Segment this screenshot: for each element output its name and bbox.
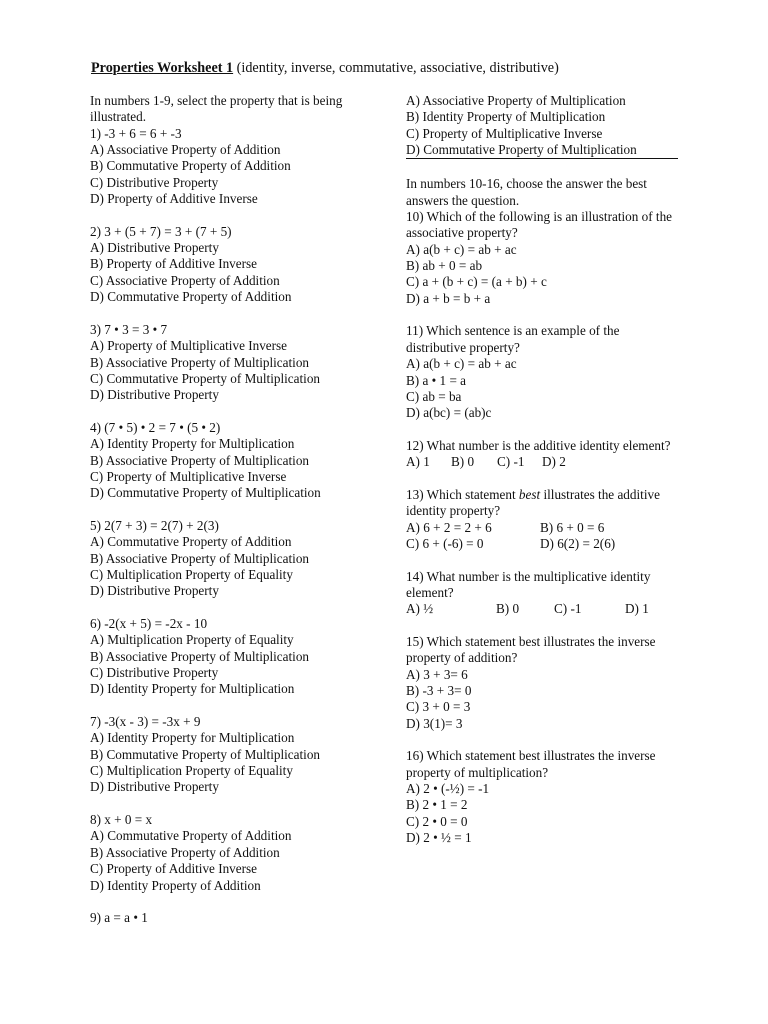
- question-13-stem-emphasis: best: [518, 486, 541, 502]
- question-13-option-a: A) 6 + 2 = 2 + 6: [406, 519, 492, 535]
- question-6-stem: 6) -2(x + 5) = -2x - 10: [90, 616, 208, 631]
- section-divider: [406, 158, 678, 159]
- question-12-stem: 12) What number is the additive identity element?: [406, 437, 671, 453]
- question-15-option-b: B) -3 + 3= 0: [406, 683, 472, 699]
- question-9-option-a: A) Associative Property of Multiplication: [406, 93, 626, 108]
- question-2-stem: 2) 3 + (5 + 7) = 3 + (7 + 5): [90, 223, 232, 239]
- question-4-option-d: D) Commutative Property of Multiplication: [90, 485, 321, 501]
- worksheet-title: [91, 58, 559, 78]
- question-14-stem: 14) What number is the multiplicative identity element?: [406, 568, 651, 600]
- question-9-option-c: C) Property of Multiplicative Inverse: [406, 125, 603, 141]
- question-2-option-a: A) Distributive Property: [90, 240, 219, 256]
- question-5-option-d: D) Distributive Property: [90, 583, 219, 599]
- question-4-option-a: A) Identity Property for Multiplication: [90, 436, 295, 452]
- question-4-option-c: C) Property of Multiplicative Inverse: [90, 468, 287, 484]
- question-4: [90, 420, 390, 502]
- question-11-option-a: A) a(b + c) = ab + ac: [406, 356, 517, 372]
- question-3-stem: 3) 7 • 3 = 3 • 7: [90, 321, 168, 337]
- question-13-stem: [406, 487, 682, 520]
- question-6-option-a: A) Multiplication Property of Equality: [90, 632, 294, 648]
- question-3: [90, 322, 390, 404]
- question-12-option-b: B) 0: [451, 454, 475, 470]
- question-5-stem: 5) 2(7 + 3) = 2(7) + 2(3): [90, 517, 219, 533]
- question-8: [90, 812, 390, 894]
- question-7: [90, 714, 390, 796]
- question-15-option-a: A) 3 + 3= 6: [406, 666, 468, 682]
- question-12-option-c: C) -1: [497, 454, 525, 470]
- question-10-option-d: D) a + b = b + a: [406, 290, 491, 306]
- question-1-option-b: B) Commutative Property of Addition: [90, 158, 291, 174]
- question-14-option-c: C) -1: [554, 601, 582, 617]
- question-12-option-a: A) 1: [406, 454, 430, 470]
- question-14-option-d: D) 1: [625, 601, 649, 617]
- question-4-option-b: B) Associative Property of Multiplication: [90, 452, 310, 468]
- question-2-option-b: B) Property of Additive Inverse: [90, 256, 258, 272]
- question-11-option-b: B) a • 1 = a: [406, 372, 467, 388]
- question-7-option-d: D) Distributive Property: [90, 779, 219, 795]
- question-16-stem: 16) Which statement best illustrates the inverse property of multiplication?: [406, 748, 656, 780]
- question-7-option-c: C) Multiplication Property of Equality: [90, 763, 293, 779]
- question-16: [406, 748, 682, 846]
- question-12: [406, 438, 682, 471]
- question-14: [406, 569, 682, 618]
- question-11-stem: 11) Which sentence is an example of the distributive property?: [406, 323, 620, 355]
- question-3-option-d: D) Distributive Property: [90, 387, 219, 403]
- question-5-option-c: C) Multiplication Property of Equality: [90, 566, 293, 582]
- instructions-10-16: [406, 176, 682, 307]
- question-1-stem: 1) -3 + 6 = 6 + -3: [90, 125, 182, 141]
- question-13-option-d: D) 6(2) = 2(6): [540, 535, 616, 551]
- question-15-stem: 15) Which statement best illustrates the inverse property of addition?: [406, 634, 656, 666]
- question-13-stem-pre: 13) Which statement: [406, 486, 519, 502]
- question-9-options: [406, 93, 682, 158]
- question-13: [406, 487, 682, 552]
- right-column: [406, 93, 682, 846]
- question-13-option-b: B) 6 + 0 = 6: [540, 519, 605, 535]
- question-8-stem: 8) x + 0 = x: [90, 812, 153, 828]
- question-2-option-c: C) Associative Property of Addition: [90, 272, 280, 288]
- question-9: [90, 910, 390, 926]
- question-1-option-c: C) Distributive Property: [90, 174, 219, 190]
- question-6-option-b: B) Associative Property of Multiplication: [90, 648, 310, 664]
- question-1-option-a: A) Associative Property of Addition: [90, 142, 281, 158]
- question-9-stem: 9) a = a • 1: [90, 910, 148, 926]
- question-13-option-c: C) 6 + (-6) = 0: [406, 535, 484, 551]
- question-5-option-a: A) Commutative Property of Addition: [90, 534, 292, 550]
- question-14-option-a: A) ½: [406, 601, 434, 617]
- question-13-stem-post: illustrates the additive identity property?: [406, 486, 660, 519]
- question-8-option-b: B) Associative Property of Addition: [90, 844, 280, 860]
- question-7-stem: 7) -3(x - 3) = -3x + 9: [90, 714, 201, 730]
- question-9-option-b: B) Identity Property of Multiplication: [406, 109, 606, 125]
- question-10-option-a: A) a(b + c) = ab + ac: [406, 241, 517, 257]
- instructions-1-9: [90, 93, 390, 207]
- question-12-option-d: D) 2: [542, 454, 566, 470]
- question-6: [90, 616, 390, 698]
- question-2: [90, 224, 390, 306]
- question-9-option-d: D) Commutative Property of Multiplication: [406, 142, 637, 158]
- title-subtitle: (identity, inverse, commutative, associative, distributive): [233, 60, 559, 76]
- title-main: Properties Worksheet 1: [91, 60, 234, 76]
- question-8-option-d: D) Identity Property of Addition: [90, 877, 261, 893]
- question-5: [90, 518, 390, 600]
- question-15-option-c: C) 3 + 0 = 3: [406, 699, 471, 715]
- intro-text-2: In numbers 10-16, choose the answer the best answers the question.: [406, 176, 647, 208]
- question-11-option-c: C) ab = ba: [406, 388, 462, 404]
- question-5-option-b: B) Associative Property of Multiplication: [90, 550, 310, 566]
- question-14-option-b: B) 0: [496, 601, 520, 617]
- question-15: [406, 634, 682, 732]
- question-4-stem: 4) (7 • 5) • 2 = 7 • (5 • 2): [90, 419, 221, 435]
- question-3-option-b: B) Associative Property of Multiplication: [90, 354, 310, 370]
- question-3-option-c: C) Commutative Property of Multiplication: [90, 370, 321, 386]
- question-6-option-d: D) Identity Property for Multiplication: [90, 681, 295, 697]
- question-6-option-c: C) Distributive Property: [90, 665, 219, 681]
- question-2-option-d: D) Commutative Property of Addition: [90, 289, 292, 305]
- question-16-option-a: A) 2 • (-½) = -1: [406, 781, 490, 797]
- question-12-options: [406, 454, 682, 470]
- question-10-option-b: B) ab + 0 = ab: [406, 258, 483, 274]
- question-1-option-d: D) Property of Additive Inverse: [90, 191, 258, 207]
- question-8-option-a: A) Commutative Property of Addition: [90, 828, 292, 844]
- question-11: [406, 323, 682, 421]
- question-7-option-a: A) Identity Property for Multiplication: [90, 730, 295, 746]
- question-16-option-c: C) 2 • 0 = 0: [406, 813, 468, 829]
- left-column: [90, 93, 390, 927]
- question-10-stem: 10) Which of the following is an illustration of the associative property?: [406, 209, 673, 241]
- question-10-option-c: C) a + (b + c) = (a + b) + c: [406, 274, 547, 290]
- question-16-option-d: D) 2 • ½ = 1: [406, 830, 472, 846]
- intro-text: In numbers 1-9, select the property that is being illustrated.: [90, 93, 343, 125]
- question-11-option-d: D) a(bc) = (ab)c: [406, 405, 492, 421]
- question-8-option-c: C) Property of Additive Inverse: [90, 861, 258, 877]
- question-13-options-row-1: [406, 520, 682, 536]
- question-3-option-a: A) Property of Multiplicative Inverse: [90, 338, 288, 354]
- question-15-option-d: D) 3(1)= 3: [406, 715, 463, 731]
- question-7-option-b: B) Commutative Property of Multiplication: [90, 746, 321, 762]
- question-13-options-row-2: [406, 536, 682, 552]
- question-14-options: [406, 601, 682, 617]
- question-16-option-b: B) 2 • 1 = 2: [406, 797, 468, 813]
